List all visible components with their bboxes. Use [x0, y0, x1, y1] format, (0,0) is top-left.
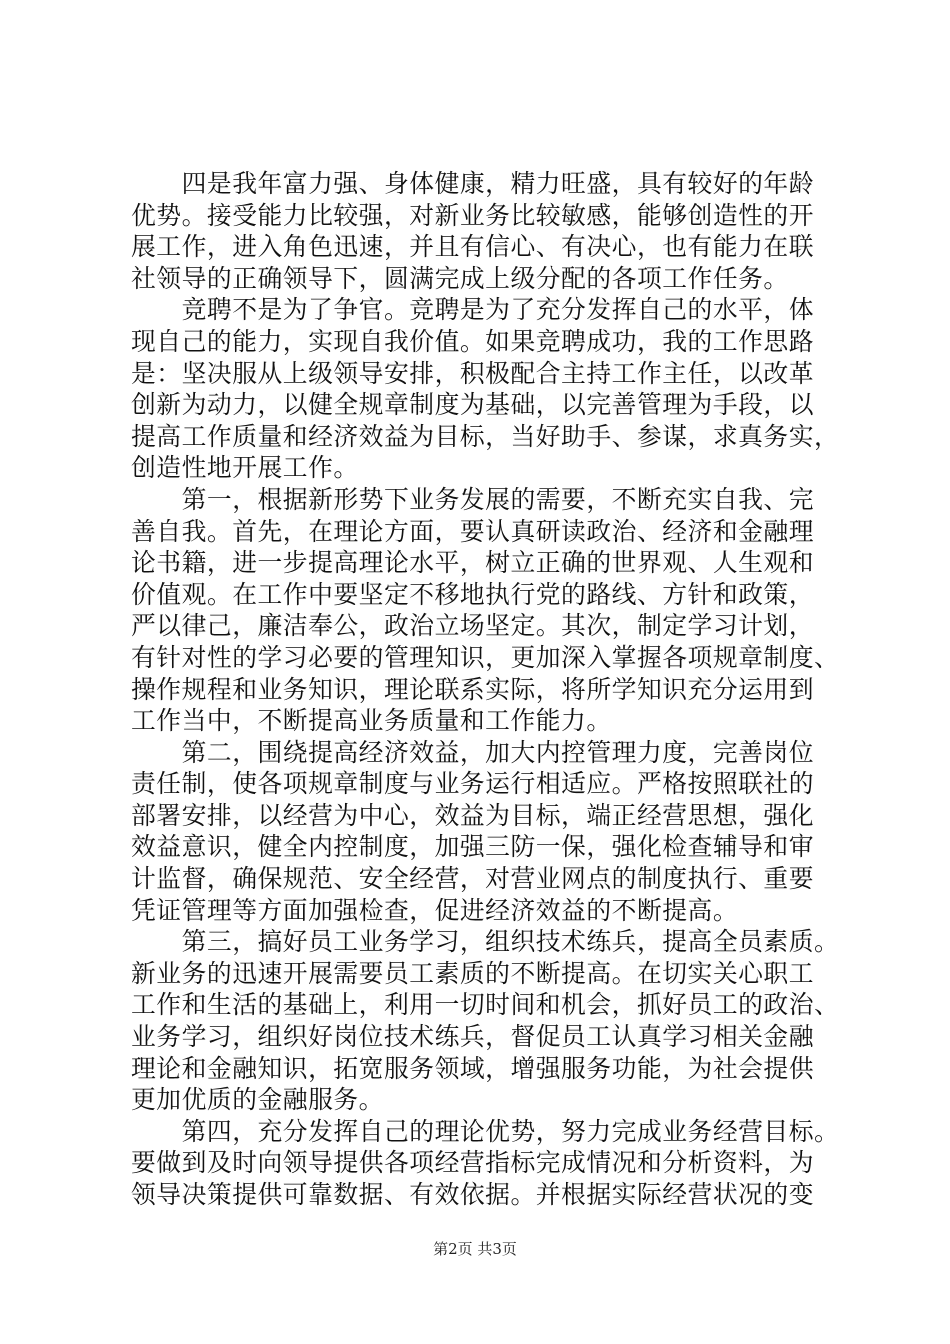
- text-line: 效益意识，健全内控制度，加强三防一保，强化检查辅导和审: [131, 832, 815, 862]
- text-line: 有针对性的学习必要的管理知识，更加深入掌握各项规章制度、: [131, 642, 840, 672]
- text-line: 创造性地开展工作。: [131, 453, 359, 483]
- text-line: 论书籍，进一步提高理论水平，树立正确的世界观、人生观和: [131, 548, 815, 578]
- text-line: 社领导的正确领导下，圆满完成上级分配的各项工作任务。: [131, 263, 789, 293]
- text-line: 第四，充分发挥自己的理论优势，努力完成业务经营目标。: [131, 1116, 840, 1146]
- text-line: 善自我。首先，在理论方面，要认真研读政治、经济和金融理: [131, 516, 815, 546]
- page-number-footer: 第2页 共3页: [433, 1240, 517, 1258]
- text-line: 业务学习，组织好岗位技术练兵，督促员工认真学习相关金融: [131, 1022, 815, 1052]
- text-line: 四是我年富力强、身体健康，精力旺盛，具有较好的年龄: [131, 169, 815, 198]
- text-line: 新业务的迅速开展需要员工素质的不断提高。在切实关心职工: [131, 958, 815, 988]
- text-line: 要做到及时向领导提供各项经营指标完成情况和分析资料，为: [131, 1148, 815, 1178]
- text-line: 创新为动力，以健全规章制度为基础，以完善管理为手段，以: [131, 390, 815, 420]
- text-line: 领导决策提供可靠数据、有效依据。并根据实际经营状况的变: [131, 1180, 815, 1209]
- text-line: 更加优质的金融服务。: [131, 1085, 384, 1115]
- text-line: 优势。接受能力比较强，对新业务比较敏感，能够创造性的开: [131, 200, 815, 230]
- text-line: 提高工作质量和经济效益为目标，当好助手、参谋，求真务实，: [131, 421, 840, 451]
- text-line: 价值观。在工作中要坚定不移地执行党的路线、方针和政策，: [131, 579, 815, 609]
- text-line: 理论和金融知识，拓宽服务领域，增强服务功能，为社会提供: [131, 1053, 815, 1083]
- text-line: 责任制，使各项规章制度与业务运行相适应。严格按照联社的: [131, 769, 815, 799]
- text-line: 竞聘不是为了争官。竞聘是为了充分发挥自己的水平，体: [131, 295, 815, 325]
- text-line: 工作和生活的基础上，利用一切时间和机会，抓好员工的政治、: [131, 990, 840, 1020]
- text-line: 计监督，确保规范、安全经营，对营业网点的制度执行、重要: [131, 864, 815, 894]
- text-line: 展工作，进入角色迅速，并且有信心、有决心，也有能力在联: [131, 232, 815, 262]
- text-line: 第二，围绕提高经济效益，加大内控管理力度，完善岗位: [131, 737, 815, 767]
- text-line: 凭证管理等方面加强检查，促进经济效益的不断提高。: [131, 895, 739, 925]
- text-line: 是：坚决服从上级领导安排，积极配合主持工作主任，以改革: [131, 358, 815, 388]
- text-line: 部署安排，以经营为中心，效益为目标，端正经营思想，强化: [131, 800, 815, 830]
- text-line: 操作规程和业务知识，理论联系实际，将所学知识充分运用到: [131, 674, 815, 704]
- text-line: 第三，搞好员工业务学习，组织技术练兵，提高全员素质。: [131, 927, 840, 957]
- document-body: [131, 168, 840, 1211]
- text-line: 工作当中，不断提高业务质量和工作能力。: [131, 706, 612, 736]
- text-line: 现自己的能力，实现自我价值。如果竞聘成功，我的工作思路: [131, 326, 815, 356]
- text-line: 严以律己，廉洁奉公，政治立场坚定。其次，制定学习计划，: [131, 611, 815, 641]
- text-line: 第一，根据新形势下业务发展的需要，不断充实自我、完: [131, 484, 815, 514]
